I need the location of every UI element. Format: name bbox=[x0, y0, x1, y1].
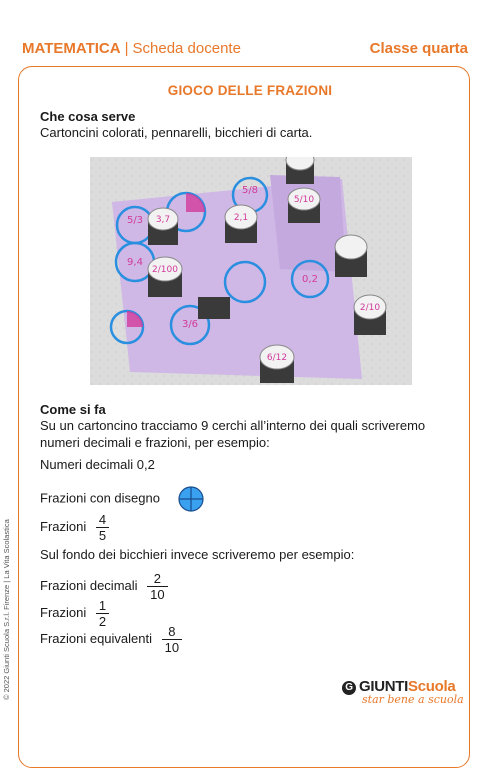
logo-tagline: star bene a scuola bbox=[362, 693, 464, 706]
drawn-fractions-row bbox=[40, 486, 204, 512]
cup-label: 2/100 bbox=[152, 265, 178, 275]
fraction-denominator: 10 bbox=[164, 640, 180, 655]
fractions2-label: Frazioni bbox=[40, 604, 87, 620]
page-title: GIOCO DELLE FRAZIONI bbox=[167, 83, 333, 98]
page-header bbox=[22, 40, 468, 62]
circle-label: 5/3 bbox=[126, 215, 144, 226]
fraction-denominator: 10 bbox=[150, 587, 165, 602]
decimals-row: Numeri decimali 0,2 bbox=[40, 457, 155, 472]
fractions-label: Frazioni bbox=[40, 518, 87, 534]
header-left bbox=[22, 40, 241, 57]
cup-label: 2,1 bbox=[233, 213, 249, 223]
giunti-logo bbox=[342, 678, 472, 718]
procedure-heading: Come si fa bbox=[40, 402, 106, 417]
bottom-text: Sul fondo dei bicchieri invece scriveremo per esempio: bbox=[40, 547, 355, 562]
fraction-numerator: 1 bbox=[96, 598, 109, 614]
equivalent-row bbox=[40, 624, 182, 655]
subject-label: MATEMATICA bbox=[22, 40, 121, 57]
procedure-text: Su un cartoncino tracciamo 9 cerchi all’interno dei quali scriveremo numeri decimali e frazioni, per esempio: bbox=[40, 418, 426, 450]
fraction bbox=[96, 512, 109, 543]
circle-label: 5/8 bbox=[241, 185, 259, 196]
materials-text: Cartoncini colorati, pennarelli, bicchieri di carta. bbox=[40, 125, 313, 140]
grade-label: Classe quarta bbox=[369, 40, 468, 57]
materials-heading: Che cosa serve bbox=[40, 109, 136, 124]
sheet-type: Scheda docente bbox=[132, 40, 241, 57]
header-separator: | bbox=[124, 40, 129, 57]
fraction-circle-icon bbox=[178, 486, 204, 512]
fraction-numerator: 4 bbox=[96, 512, 109, 528]
fraction bbox=[162, 624, 182, 655]
game-photo bbox=[90, 157, 412, 385]
circle-label: 0,2 bbox=[302, 274, 318, 285]
fraction-numerator: 8 bbox=[162, 624, 182, 640]
fraction-denominator: 2 bbox=[98, 614, 107, 629]
dec-fractions-label: Frazioni decimali bbox=[40, 577, 138, 593]
drawn-fractions-label: Frazioni con disegno bbox=[40, 490, 160, 506]
logo-brand: G GIUNTIScuola bbox=[342, 678, 472, 695]
cup-label: 2/10 bbox=[359, 303, 381, 313]
copyright-note: © 2022 Giunti Scuola S.r.l. Firenze | La Vita Scolastica bbox=[2, 519, 11, 700]
cup-label: 6/12 bbox=[266, 353, 288, 363]
cup-label: 3,7 bbox=[155, 215, 171, 225]
fraction bbox=[147, 571, 167, 602]
circle-label: 3/6 bbox=[181, 319, 199, 330]
fractions-row bbox=[40, 512, 109, 543]
circle-label: 9,4 bbox=[127, 257, 143, 268]
fraction-numerator: 2 bbox=[147, 571, 167, 587]
cup-label: 5/10 bbox=[293, 195, 315, 205]
equivalent-label: Frazioni equivalenti bbox=[40, 630, 153, 646]
logo-g-icon: G bbox=[342, 681, 356, 695]
fraction-denominator: 5 bbox=[98, 528, 107, 543]
